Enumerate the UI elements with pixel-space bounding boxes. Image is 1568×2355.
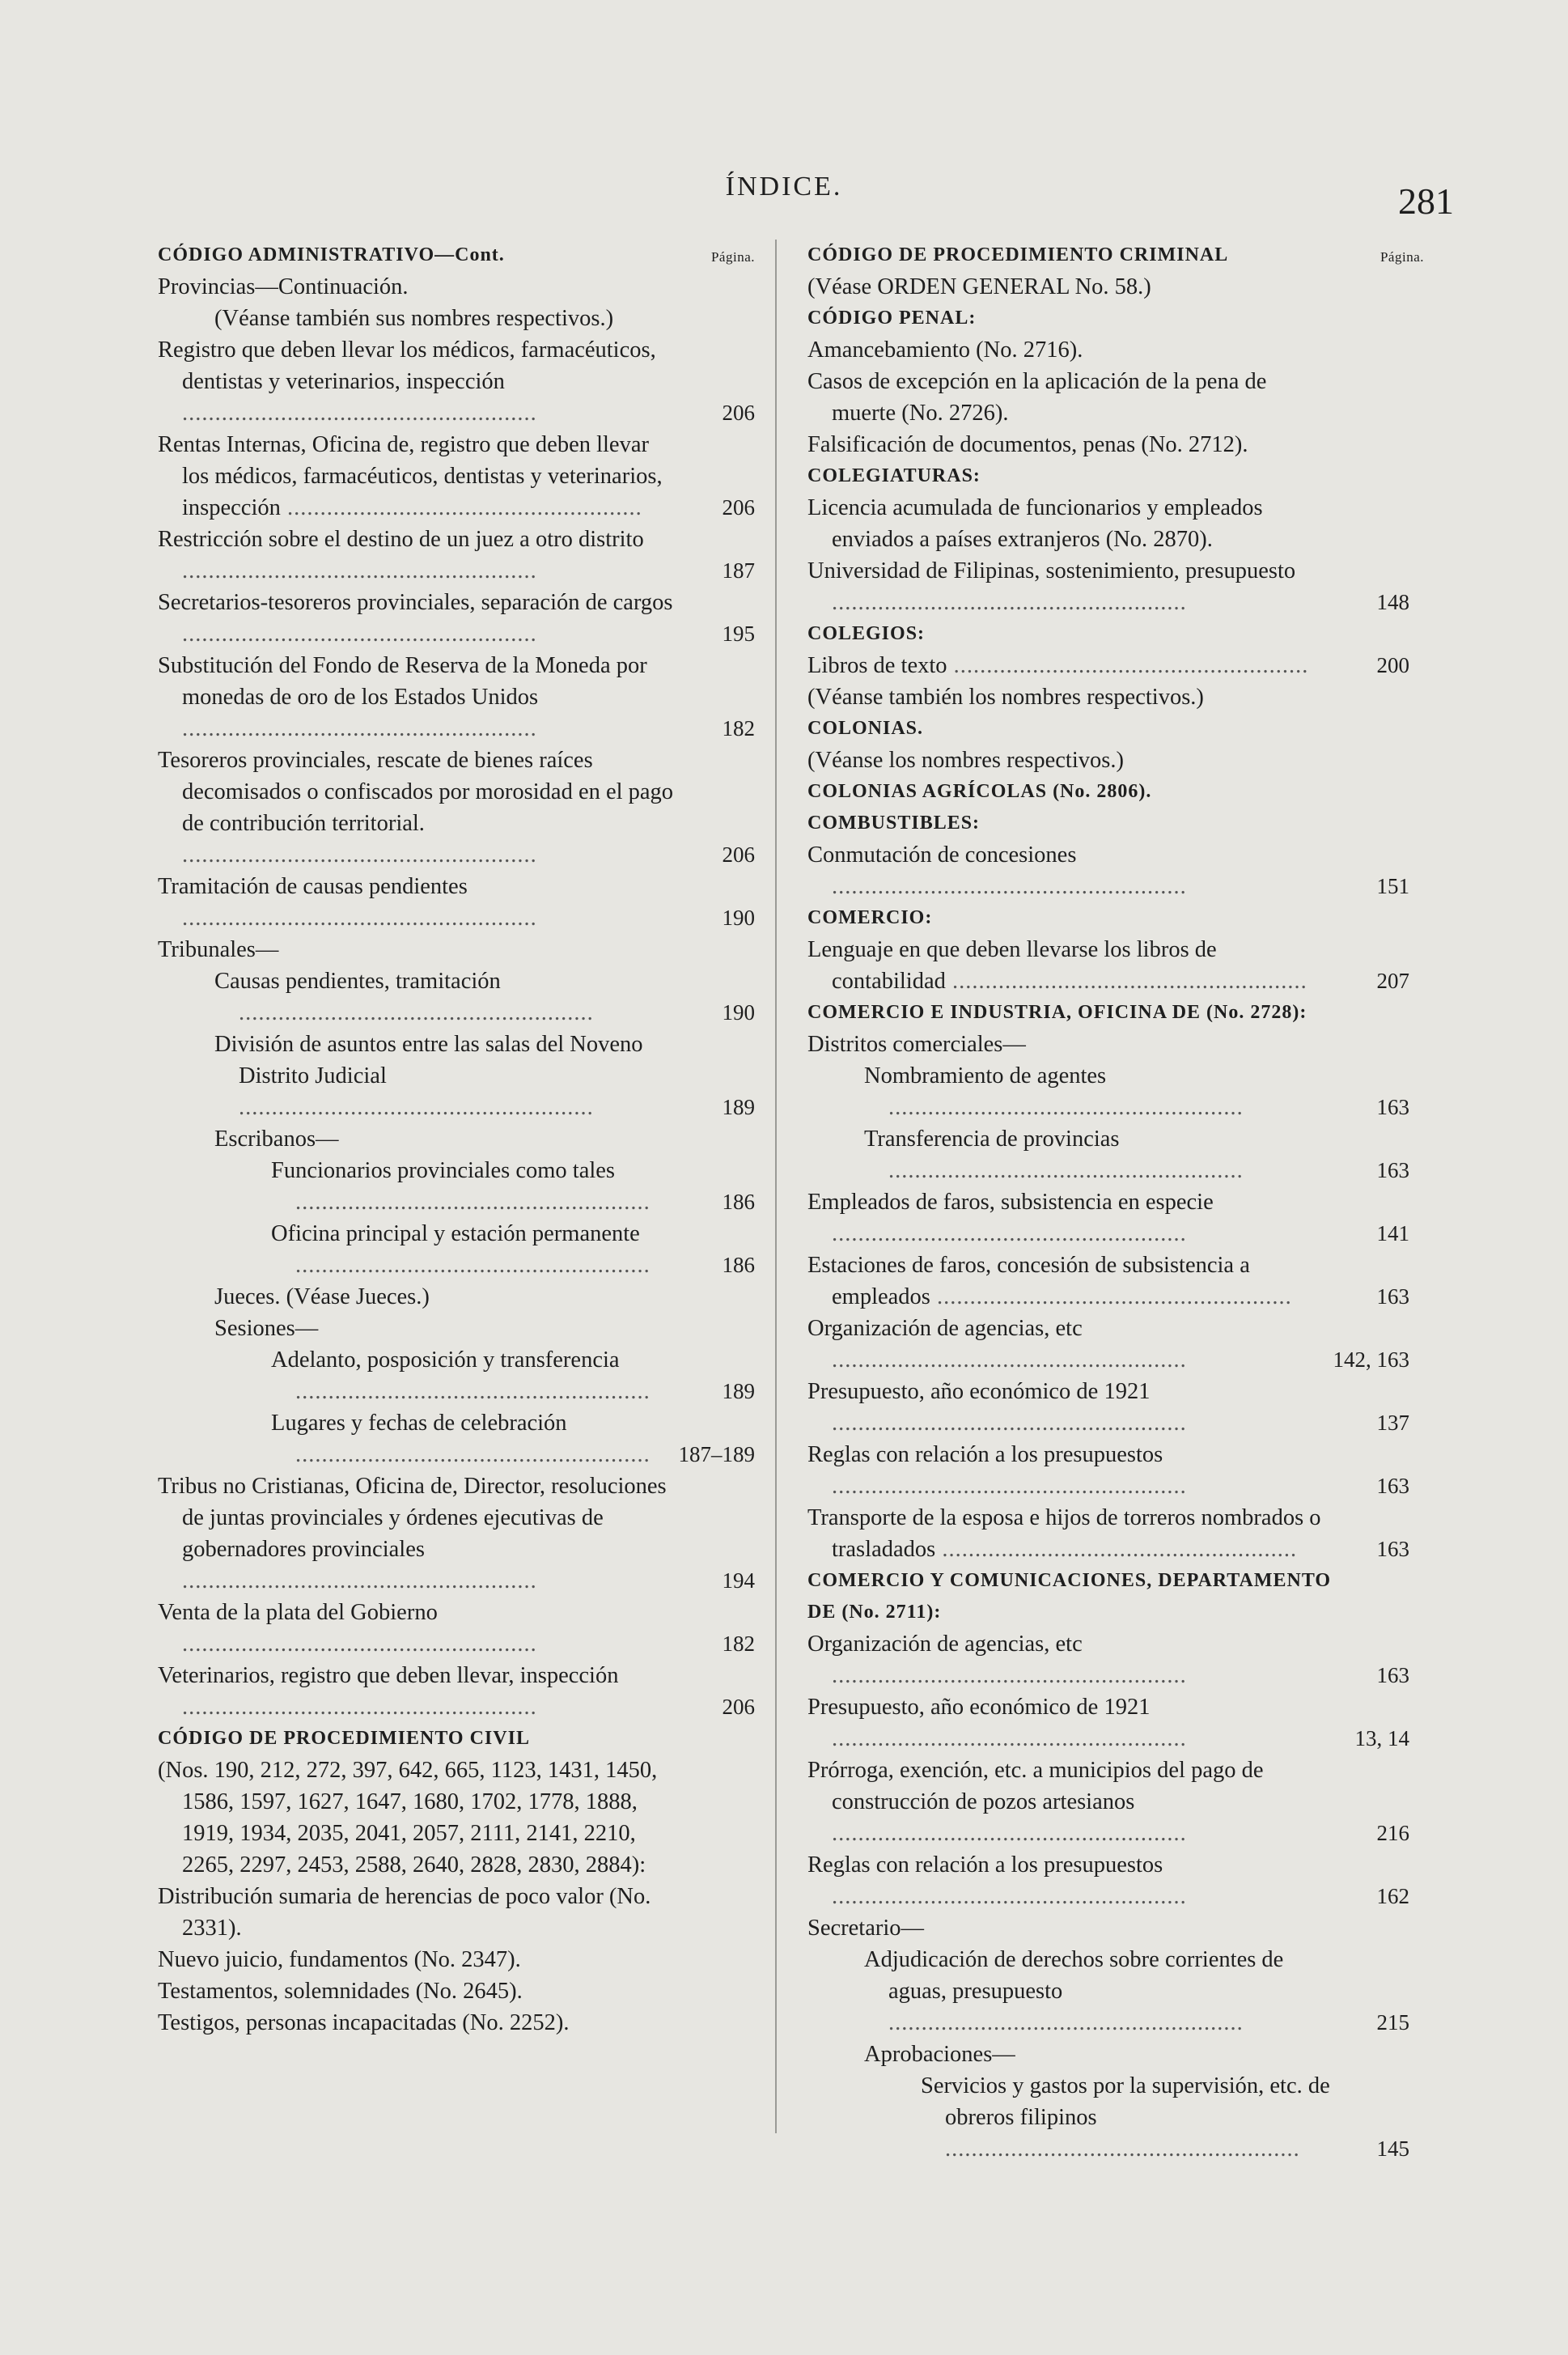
entry-text: Tesoreros provinciales, rescate de bienes raíces decomisados o confiscados por morosidad en el pago de contribución territorial. ..... bbox=[158, 745, 680, 871]
entry-page-ref: 163 bbox=[1376, 1537, 1409, 1561]
index-entry bbox=[158, 303, 755, 334]
index-entry bbox=[158, 650, 755, 745]
index-entry bbox=[807, 1849, 1408, 1912]
entry-text: Testigos, personas incapacitadas (No. 2252). bbox=[158, 2010, 570, 2035]
index-entry bbox=[158, 1344, 755, 1407]
index-entry bbox=[158, 1407, 755, 1470]
entry-page-ref: 162 bbox=[1376, 1884, 1409, 1908]
entry-text: Estaciones de faros, concesión de subsistencia a empleados ..... bbox=[807, 1250, 1333, 1313]
entry-text: Tribunales— bbox=[158, 937, 279, 962]
entry-text: Universidad de Filipinas, sostenimiento, presupuesto ..... bbox=[807, 555, 1333, 618]
entry-text: Organización de agencias, etc ..... bbox=[807, 1628, 1333, 1691]
entry-text: Reglas con relación a los presupuestos ..... bbox=[807, 1439, 1333, 1502]
entry-page-ref: 151 bbox=[1376, 874, 1409, 898]
index-entry bbox=[807, 366, 1408, 429]
entry-text: Nombramiento de agentes ..... bbox=[807, 1060, 1333, 1123]
index-entry bbox=[158, 871, 755, 934]
entry-page-ref: 189 bbox=[722, 1095, 755, 1119]
index-entry bbox=[158, 1975, 755, 2007]
pagina-label: Página. bbox=[1379, 249, 1424, 265]
page-title: ÍNDICE. bbox=[725, 172, 843, 202]
index-entry bbox=[807, 1912, 1408, 1944]
entry-page-ref: 137 bbox=[1376, 1411, 1409, 1435]
entry-text: Causas pendientes, tramitación ..... bbox=[158, 965, 680, 1029]
index-entry bbox=[158, 1313, 755, 1344]
index-entry bbox=[807, 1439, 1408, 1502]
index-entry bbox=[158, 745, 755, 871]
index-entry bbox=[807, 1502, 1408, 1565]
index-heading bbox=[807, 997, 1408, 1029]
index-entry bbox=[807, 1376, 1408, 1439]
entry-text: Sesiones— bbox=[214, 1316, 319, 1341]
index-entry bbox=[158, 1597, 755, 1660]
index-heading bbox=[807, 808, 1408, 839]
entry-text: Aprobaciones— bbox=[864, 2042, 1015, 2067]
entry-page-ref: 141 bbox=[1376, 1221, 1409, 1245]
entry-page-ref: 142, 163 bbox=[1333, 1347, 1409, 1372]
entry-text: Prórroga, exención, etc. a municipios del pago de construcción de pozos artesianos ..... bbox=[807, 1755, 1333, 1849]
entry-text: Distritos comerciales— bbox=[807, 1032, 1026, 1057]
entry-page-ref: 190 bbox=[722, 906, 755, 930]
entry-text: Registro que deben llevar los médicos, farmacéuticos, dentistas y veterinarios, inspección ..... bbox=[158, 334, 680, 429]
index-heading bbox=[158, 1723, 755, 1755]
index-entry bbox=[807, 1186, 1408, 1250]
entry-page-ref: 207 bbox=[1376, 969, 1409, 993]
entry-text: Provincias—Continuación. bbox=[158, 274, 409, 299]
index-entry bbox=[807, 429, 1408, 460]
index-entry bbox=[807, 1123, 1408, 1186]
entry-text: Tribus no Cristianas, Oficina de, Director, resoluciones de juntas provinciales y órdenes ejecutivas de gobernadores provinciales ..... bbox=[158, 1470, 680, 1597]
entry-page-ref: 195 bbox=[722, 622, 755, 646]
entry-text: Adjudicación de derechos sobre corrientes de aguas, presupuesto ..... bbox=[807, 1944, 1333, 2039]
entry-text: Nuevo juicio, fundamentos (No. 2347). bbox=[158, 1947, 521, 1972]
entry-page-ref: 189 bbox=[722, 1379, 755, 1403]
index-entry bbox=[807, 1250, 1408, 1313]
index-entry bbox=[158, 2007, 755, 2039]
entry-text: COMERCIO Y COMUNICACIONES, DEPARTAMENTO DE (No. 2711): bbox=[807, 1570, 1332, 1623]
entry-text: Distribución sumaria de herencias de poco valor (No. 2331). bbox=[158, 1884, 651, 1941]
index-heading bbox=[158, 240, 755, 271]
index-entry bbox=[807, 650, 1408, 681]
entry-page-ref: 163 bbox=[1376, 1284, 1409, 1309]
entry-page-ref: 216 bbox=[1376, 1821, 1409, 1845]
index-entry bbox=[807, 1313, 1408, 1376]
index-heading bbox=[807, 1565, 1408, 1628]
entry-text: COLEGIOS: bbox=[807, 623, 926, 644]
entry-text: Tramitación de causas pendientes ..... bbox=[158, 871, 680, 934]
index-entry bbox=[158, 334, 755, 429]
entry-text: CÓDIGO PENAL: bbox=[807, 308, 977, 329]
entry-text: Jueces. (Véase Jueces.) bbox=[214, 1284, 430, 1309]
entry-text: COMBUSTIBLES: bbox=[807, 813, 981, 834]
entry-text: (Nos. 190, 212, 272, 397, 642, 665, 1123, 1431, 1450, 1586, 1597, 1627, 1647, 1680, 1702, 1778, 1888, 1919, 1934, 2035, 2041, 2057, 2111, 2141, 2210, 2265, 2297, 2453, 2588, 2640, 2828, 2830, 2884): bbox=[158, 1758, 658, 1878]
entry-text: COMERCIO: bbox=[807, 907, 933, 928]
entry-text: Empleados de faros, subsistencia en especie ..... bbox=[807, 1186, 1333, 1250]
index-entry bbox=[807, 1628, 1408, 1691]
entry-text: (Véanse también sus nombres respectivos.) bbox=[214, 306, 614, 331]
entry-text: (Véanse también los nombres respectivos.) bbox=[807, 685, 1204, 710]
index-entry bbox=[158, 1470, 755, 1597]
entry-page-ref: 206 bbox=[722, 495, 755, 520]
index-entry bbox=[158, 1281, 755, 1313]
entry-page-ref: 200 bbox=[1376, 653, 1409, 677]
entry-text: Restricción sobre el destino de un juez a otro distrito ..... bbox=[158, 524, 680, 587]
index-entry bbox=[807, 745, 1408, 776]
entry-text: COLEGIATURAS: bbox=[807, 465, 981, 486]
index-entry bbox=[158, 1881, 755, 1944]
index-entry bbox=[807, 334, 1408, 366]
entry-page-ref: 163 bbox=[1376, 1095, 1409, 1119]
entry-text: Licencia acumulada de funcionarios y empleados enviados a países extranjeros (No. 2870). bbox=[807, 495, 1263, 552]
index-entry bbox=[158, 429, 755, 524]
entry-text: (Véase ORDEN GENERAL No. 58.) bbox=[807, 274, 1151, 299]
entry-text: Venta de la plata del Gobierno ..... bbox=[158, 1597, 680, 1660]
entry-text: COLONIAS. bbox=[807, 718, 924, 739]
page-number: 281 bbox=[1398, 180, 1454, 222]
entry-text: Conmutación de concesiones ..... bbox=[807, 839, 1333, 902]
index-entry bbox=[158, 1660, 755, 1723]
entry-text: CÓDIGO DE PROCEDIMIENTO CRIMINAL bbox=[807, 244, 1229, 265]
entry-page-ref: 182 bbox=[722, 1632, 755, 1656]
index-entry bbox=[807, 555, 1408, 618]
index-entry bbox=[158, 1218, 755, 1281]
index-entry bbox=[807, 681, 1408, 713]
entry-page-ref: 206 bbox=[722, 842, 755, 867]
index-entry bbox=[158, 1029, 755, 1123]
entry-page-ref: 215 bbox=[1376, 2010, 1409, 2035]
index-heading bbox=[807, 303, 1408, 334]
index-heading bbox=[807, 460, 1408, 492]
index-entry bbox=[158, 1123, 755, 1155]
index-column-left bbox=[158, 240, 755, 2039]
index-entry bbox=[807, 271, 1408, 303]
index-heading bbox=[807, 240, 1424, 271]
entry-text: (Véanse los nombres respectivos.) bbox=[807, 748, 1124, 773]
entry-text: Secretario— bbox=[807, 1916, 925, 1941]
entry-text: Funcionarios provinciales como tales ..... bbox=[158, 1155, 680, 1218]
index-heading bbox=[807, 713, 1408, 745]
index-entry bbox=[807, 1060, 1408, 1123]
entry-text: Lenguaje en que deben llevarse los libros de contabilidad ..... bbox=[807, 934, 1333, 997]
index-entry bbox=[807, 839, 1408, 902]
entry-text: Veterinarios, registro que deben llevar, inspección ..... bbox=[158, 1660, 680, 1723]
index-entry bbox=[158, 1755, 755, 1881]
index-heading bbox=[807, 776, 1408, 808]
index-entry bbox=[158, 934, 755, 965]
index-entry bbox=[807, 492, 1408, 555]
entry-text: Rentas Internas, Oficina de, registro que deben llevar los médicos, farmacéuticos, dentistas y veterinarios, inspección ..... bbox=[158, 429, 680, 524]
index-entry bbox=[158, 1944, 755, 1975]
index-entry bbox=[158, 271, 755, 303]
entry-text: Servicios y gastos por la supervisión, etc. de obreros filipinos ..... bbox=[807, 2070, 1333, 2165]
entry-text: Falsificación de documentos, penas (No. 2712). bbox=[807, 432, 1248, 457]
entry-text: CÓDIGO DE PROCEDIMIENTO CIVIL bbox=[158, 1728, 530, 1749]
index-entry bbox=[807, 2070, 1408, 2165]
entry-text: Amancebamiento (No. 2716). bbox=[807, 337, 1083, 363]
index-entry bbox=[807, 1944, 1408, 2039]
entry-text: Substitución del Fondo de Reserva de la Moneda por monedas de oro de los Estados Unidos ..... bbox=[158, 650, 680, 745]
index-entry bbox=[158, 587, 755, 650]
index-entry bbox=[807, 1029, 1408, 1060]
entry-page-ref: 194 bbox=[722, 1568, 755, 1593]
column-divider bbox=[775, 240, 777, 2133]
entry-text: Presupuesto, año económico de 1921 ..... bbox=[807, 1691, 1333, 1755]
entry-page-ref: 190 bbox=[722, 1000, 755, 1025]
entry-text: COLONIAS AGRÍCOLAS (No. 2806). bbox=[807, 781, 1152, 802]
entry-page-ref: 163 bbox=[1376, 1158, 1409, 1182]
entry-page-ref: 187–189 bbox=[678, 1442, 755, 1466]
entry-text: Transferencia de provincias ..... bbox=[807, 1123, 1333, 1186]
index-entry bbox=[158, 965, 755, 1029]
entry-page-ref: 148 bbox=[1376, 590, 1409, 614]
entry-page-ref: 182 bbox=[722, 716, 755, 740]
entry-page-ref: 13, 14 bbox=[1354, 1726, 1409, 1750]
entry-text: COMERCIO E INDUSTRIA, OFICINA DE (No. 2728): bbox=[807, 1002, 1307, 1023]
entry-text: Lugares y fechas de celebración ..... bbox=[158, 1407, 680, 1470]
entry-page-ref: 187 bbox=[722, 558, 755, 583]
entry-page-ref: 145 bbox=[1376, 2136, 1409, 2161]
entry-page-ref: 206 bbox=[722, 401, 755, 425]
entry-page-ref: 163 bbox=[1376, 1663, 1409, 1687]
index-column-right bbox=[807, 240, 1424, 2165]
index-entry bbox=[807, 1755, 1408, 1849]
entry-text: CÓDIGO ADMINISTRATIVO—Cont. bbox=[158, 244, 505, 265]
entry-text: Adelanto, posposición y transferencia ..... bbox=[158, 1344, 680, 1407]
pagina-label: Página. bbox=[710, 249, 755, 265]
entry-page-ref: 206 bbox=[722, 1695, 755, 1719]
index-entry bbox=[158, 524, 755, 587]
index-entry bbox=[807, 1691, 1408, 1755]
index-heading bbox=[807, 902, 1408, 934]
entry-text: Presupuesto, año económico de 1921 ..... bbox=[807, 1376, 1333, 1439]
entry-text: Casos de excepción en la aplicación de la pena de muerte (No. 2726). bbox=[807, 369, 1267, 426]
entry-text: Secretarios-tesoreros provinciales, separación de cargos ..... bbox=[158, 587, 680, 650]
index-entry bbox=[807, 934, 1408, 997]
entry-page-ref: 186 bbox=[722, 1190, 755, 1214]
entry-text: Oficina principal y estación permanente ..... bbox=[158, 1218, 680, 1281]
entry-text: División de asuntos entre las salas del Noveno Distrito Judicial ..... bbox=[158, 1029, 680, 1123]
entry-page-ref: 186 bbox=[722, 1253, 755, 1277]
entry-text: Escribanos— bbox=[214, 1127, 339, 1152]
entry-text: Libros de texto ..... bbox=[807, 650, 1333, 681]
entry-text: Organización de agencias, etc ..... bbox=[807, 1313, 1333, 1376]
index-heading bbox=[807, 618, 1408, 650]
entry-text: Testamentos, solemnidades (No. 2645). bbox=[158, 1979, 523, 2004]
entry-page-ref: 163 bbox=[1376, 1474, 1409, 1498]
index-entry bbox=[158, 1155, 755, 1218]
index-entry bbox=[807, 2039, 1408, 2070]
entry-text: Reglas con relación a los presupuestos ..... bbox=[807, 1849, 1333, 1912]
entry-text: Transporte de la esposa e hijos de torreros nombrados o trasladados ..... bbox=[807, 1502, 1333, 1565]
